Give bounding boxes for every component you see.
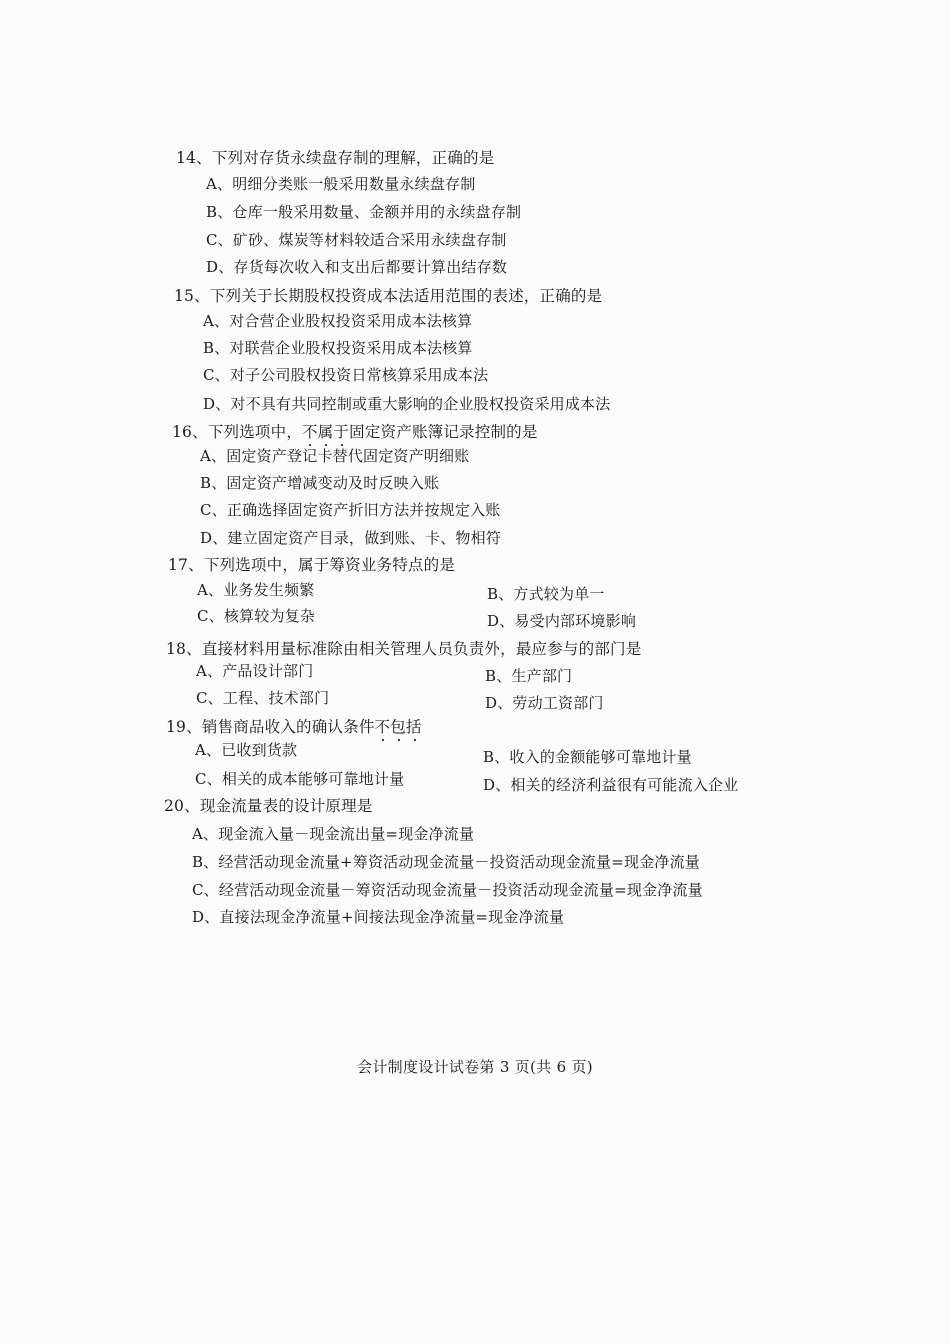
question-14-option-a: A、明细分类账一般采用数量永续盘存制 (206, 175, 476, 193)
question-16-option-d: D、建立固定资产目录，做到账、卡、物相符 (200, 529, 502, 547)
question-19-stem (166, 715, 422, 737)
question-20-option-b: B、经营活动现金流量+筹资活动现金流量－投资活动现金流量=现金净流量 (192, 853, 700, 871)
question-20-option-a: A、现金流入量－现金流出量=现金净流量 (192, 825, 475, 843)
question-14-option-c: C、矿砂、煤炭等材料较适合采用永续盘存制 (206, 231, 507, 249)
question-19-option-b: B、收入的金额能够可靠地计量 (483, 748, 692, 766)
question-19-stem-emphasis: 不包括 (374, 718, 422, 736)
question-17-option-a: A、业务发生频繁 (197, 581, 315, 599)
question-19-option-d: D、相关的经济利益很有可能流入企业 (483, 776, 739, 794)
question-19-stem-pre: 19、销售商品收入的确认条件 (166, 718, 375, 736)
question-16-stem-pre: 16、下列选项中， (172, 423, 303, 441)
question-16-stem-post: 固定资产账簿记录控制的是 (349, 423, 538, 441)
question-14-option-b: B、仓库一般采用数量、金额并用的永续盘存制 (206, 203, 522, 221)
question-15-stem: 15、下列关于长期股权投资成本法适用范围的表述，正确的是 (174, 287, 603, 305)
question-14-stem: 14、下列对存货永续盘存制的理解，正确的是 (176, 149, 495, 167)
question-14-option-d: D、存货每次收入和支出后都要计算出结存数 (206, 258, 508, 276)
question-18-option-d: D、劳动工资部门 (485, 694, 604, 712)
question-16-option-b: B、固定资产增减变动及时反映入账 (200, 474, 440, 492)
question-18-option-b: B、生产部门 (485, 667, 573, 685)
question-15-option-d: D、对不具有共同控制或重大影响的企业股权投资采用成本法 (203, 395, 611, 413)
question-15-option-c: C、对子公司股权投资日常核算采用成本法 (203, 366, 489, 384)
question-20-option-c: C、经营活动现金流量－筹资活动现金流量－投资活动现金流量=现金净流量 (192, 881, 703, 899)
question-18-stem: 18、直接材料用量标准除由相关管理人员负责外，最应参与的部门是 (166, 640, 642, 658)
question-15-option-b: B、对联营企业股权投资采用成本法核算 (203, 339, 473, 357)
question-18-option-c: C、工程、技术部门 (196, 689, 330, 707)
question-20-option-d: D、直接法现金净流量+间接法现金净流量=现金净流量 (192, 908, 565, 926)
question-17-option-d: D、易受内部环境影响 (487, 612, 637, 630)
page-footer: 会计制度设计试卷第 3 页(共 6 页) (357, 1058, 593, 1076)
question-18-option-a: A、产品设计部门 (196, 662, 314, 680)
question-16-option-c: C、正确选择固定资产折旧方法并按规定入账 (200, 501, 501, 519)
question-20-stem: 20、现金流量表的设计原理是 (164, 797, 373, 815)
question-15-option-a: A、对合营企业股权投资采用成本法核算 (203, 312, 473, 330)
question-17-option-c: C、核算较为复杂 (197, 607, 316, 625)
question-17-stem: 17、下列选项中，属于筹资业务特点的是 (168, 556, 456, 574)
question-16-stem (172, 420, 538, 442)
question-19-option-c: C、相关的成本能够可靠地计量 (195, 770, 405, 788)
question-16-option-a: A、固定资产登记卡替代固定资产明细账 (200, 447, 470, 465)
question-16-stem-emphasis: 不属于 (302, 423, 350, 441)
question-19-option-a: A、已收到货款 (195, 741, 298, 759)
question-17-option-b: B、方式较为单一 (487, 585, 605, 603)
